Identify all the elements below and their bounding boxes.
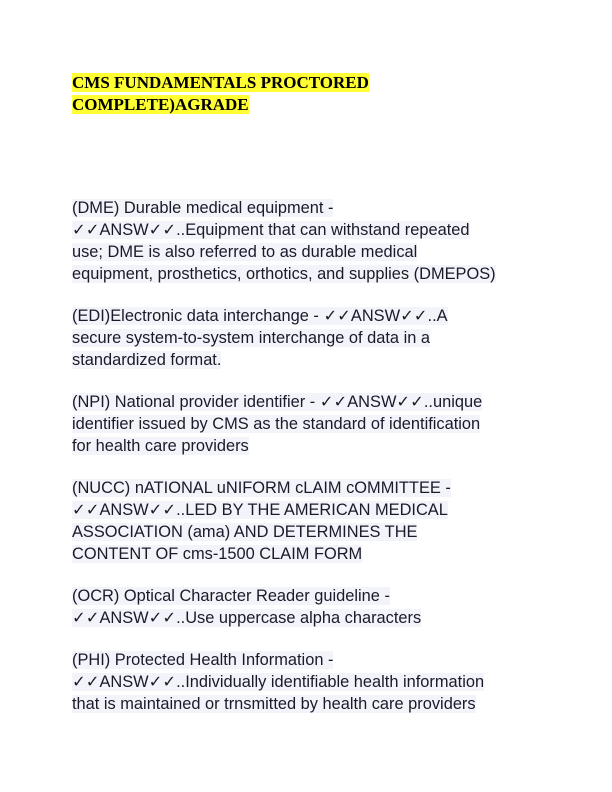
flashcard-entry-dme xyxy=(72,197,542,285)
entry-line: (NPI) National provider identifier - ✓✓ANSW✓✓..unique xyxy=(72,393,483,411)
entry-line: identifier issued by CMS as the standard of identification xyxy=(72,415,481,433)
entry-line: (NUCC) nATIONAL uNIFORM cLAIM cOMMITTEE - xyxy=(72,479,451,497)
entry-line: ✓✓ANSW✓✓..Equipment that can withstand repeated xyxy=(72,221,470,239)
entry-line: secure system-to-system interchange of data in a xyxy=(72,329,431,347)
entry-line: use; DME is also referred to as durable medical xyxy=(72,243,418,261)
entry-line: equipment, prosthetics, orthotics, and supplies (DMEPOS) xyxy=(72,265,496,283)
entry-line: for health care providers xyxy=(72,437,249,455)
flashcard-entry-edi xyxy=(72,305,542,371)
entry-line: (OCR) Optical Character Reader guideline - xyxy=(72,587,390,605)
entry-line: ✓✓ANSW✓✓..Individually identifiable health information xyxy=(72,673,485,691)
entry-line: (EDI)Electronic data interchange - ✓✓ANSW✓✓..A xyxy=(72,307,448,325)
flashcard-entry-phi xyxy=(72,649,542,715)
entry-line: (DME) Durable medical equipment - xyxy=(72,199,334,217)
document-title-line-1: CMS FUNDAMENTALS PROCTORED xyxy=(72,73,369,92)
entry-line: (PHI) Protected Health Information - xyxy=(72,651,334,669)
entry-line: ASSOCIATION (ama) AND DETERMINES THE xyxy=(72,523,418,541)
entry-line: ✓✓ANSW✓✓..LED BY THE AMERICAN MEDICAL xyxy=(72,501,448,519)
entry-line: that is maintained or trnsmitted by health care providers xyxy=(72,695,476,713)
entry-line: CONTENT OF cms-1500 CLAIM FORM xyxy=(72,545,363,563)
flashcard-entry-npi xyxy=(72,391,542,457)
entry-line: ✓✓ANSW✓✓..Use uppercase alpha characters xyxy=(72,609,422,627)
flashcard-entry-nucc xyxy=(72,477,542,565)
flashcard-list xyxy=(72,197,542,735)
document-title-line-2: COMPLETE)AGRADE xyxy=(72,95,249,114)
flashcard-entry-ocr xyxy=(72,585,542,629)
document-title xyxy=(72,72,492,116)
entry-line: standardized format. xyxy=(72,351,222,369)
